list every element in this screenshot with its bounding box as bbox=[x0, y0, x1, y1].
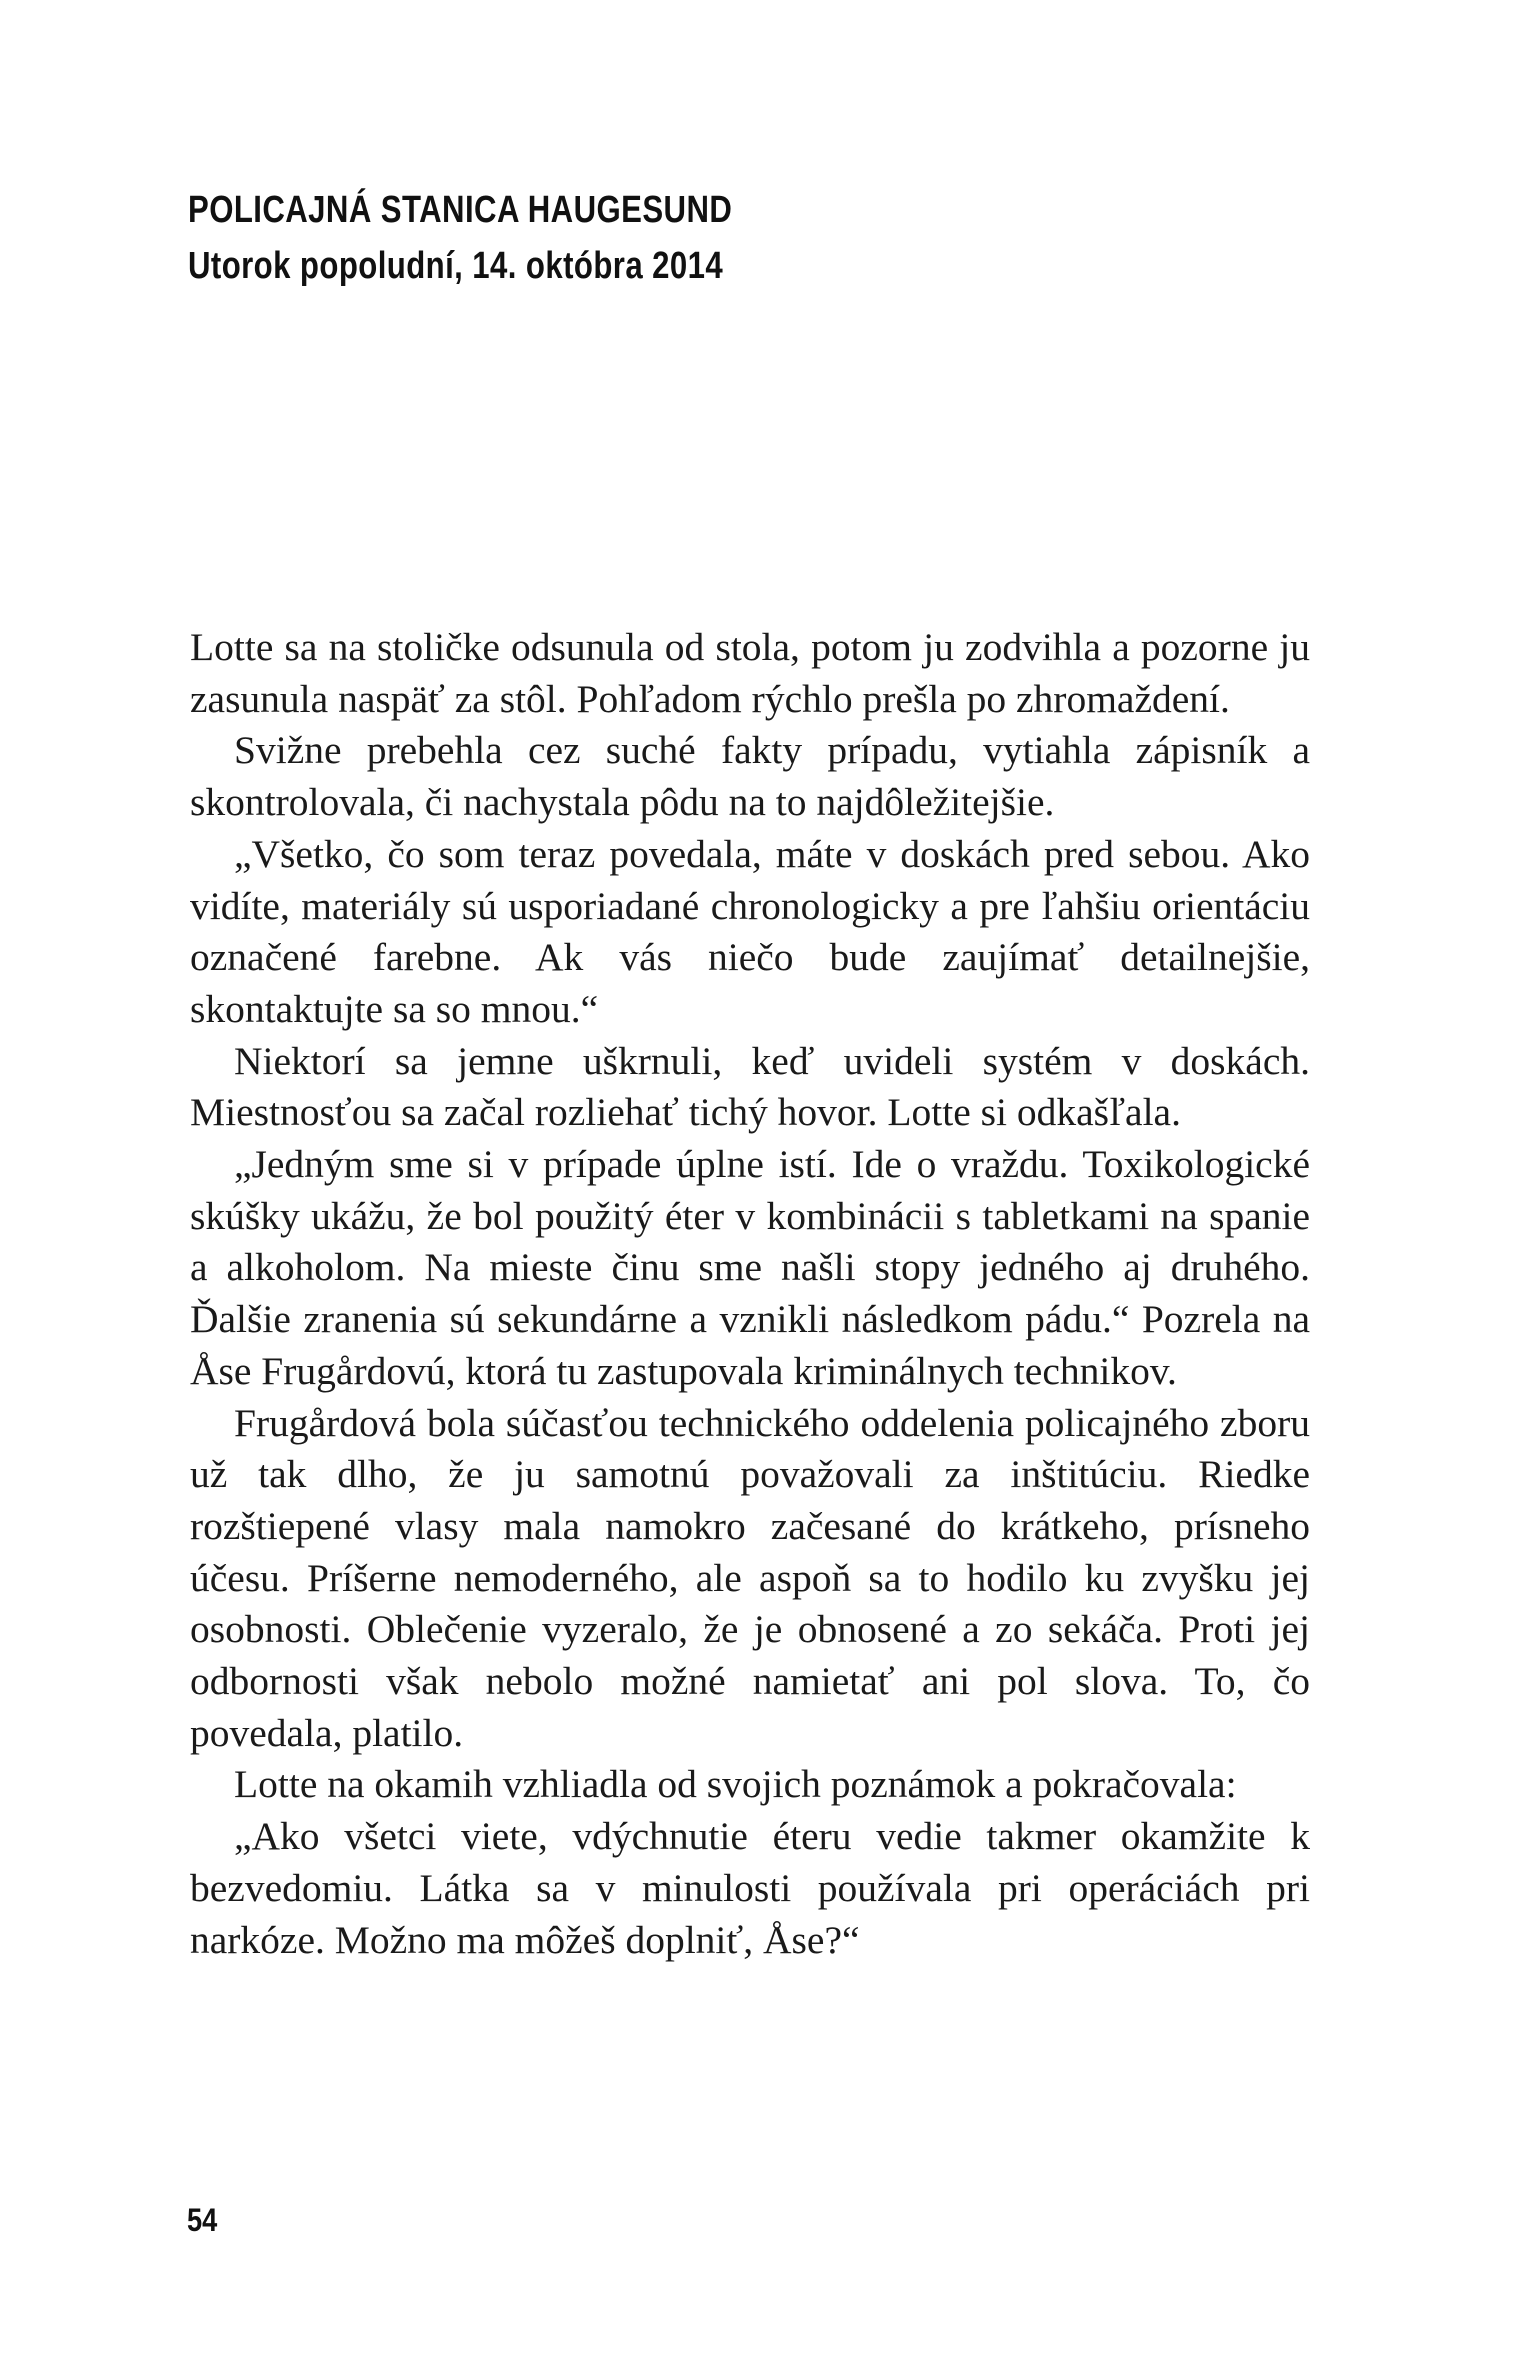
heading-location: POLICAJNÁ STANICA HAUGESUND bbox=[188, 189, 733, 231]
paragraph: Svižne prebehla cez suché fakty prípadu, vytiahla zápisník a skontrolovala, či nachystala pôdu na to najdôležitejšie. bbox=[190, 728, 1310, 825]
paragraph: Niektorí sa jemne uškrnuli, keď uvideli systém v doskách. Miestnosťou sa začal rozliehať tichý hovor. Lotte si odkašľala. bbox=[190, 1038, 1310, 1135]
paragraph: Lotte na okamih vzhliadla od svojich poznámok a pokračovala: bbox=[234, 1762, 1237, 1807]
paragraph: Lotte sa na stoličke odsunula od stola, potom ju zodvihla a pozorne ju zasunula naspäť za stôl. Pohľadom rýchlo prešla po zhromaždení. bbox=[190, 625, 1310, 721]
page-number: 54 bbox=[187, 2202, 218, 2238]
paragraph: „Všetko, čo som teraz povedala, máte v doskách pred sebou. Ako vidíte, materiály sú usporiadané chronologicky a pre ľahšiu orientáciu označené farebne. Ak vás niečo bude zaujímať detailnejšie, skontaktujte sa so mnou.“ bbox=[190, 831, 1310, 1031]
chapter-heading bbox=[188, 182, 732, 294]
paragraph: „Jedným sme si v prípade úplne istí. Ide o vraždu. Toxikologické skúšky ukážu, že bol použitý éter v kombinácii s tabletkami na spanie a alkoholom. Na mieste činu sme našli stopy jedného aj druhého. Ďalšie zranenia sú sekundárne a vznikli následkom pádu.“ Pozrela na Åse Frugårdovú, ktorá tu zastupovala kriminálnych technikov. bbox=[190, 1142, 1310, 1393]
paragraph: Frugårdová bola súčasťou technického oddelenia policajného zboru už tak dlho, že ju samotnú považovali za inštitúciu. Riedke rozštiepené vlasy mala namokro začesané do krátkeho, prísneho účesu. Príšerne nemoderného, ale aspoň sa to hodilo ku zvyšku jej osobnosti. Oblečenie vyzeralo, že je obnosené a zo sekáča. Proti jej odbornosti však nebolo možné namietať ani pol slova. To, čo povedala, platilo. bbox=[190, 1400, 1310, 1755]
paragraph: „Ako všetci viete, vdýchnutie éteru vedie takmer okamžite k bezvedomiu. Látka sa v minulosti používala pri operáciách pri narkóze. Možno ma môžeš doplniť, Åse?“ bbox=[190, 1814, 1310, 1962]
body-text bbox=[190, 622, 1310, 1966]
heading-datetime: Utorok popoludní, 14. októbra 2014 bbox=[188, 245, 724, 287]
